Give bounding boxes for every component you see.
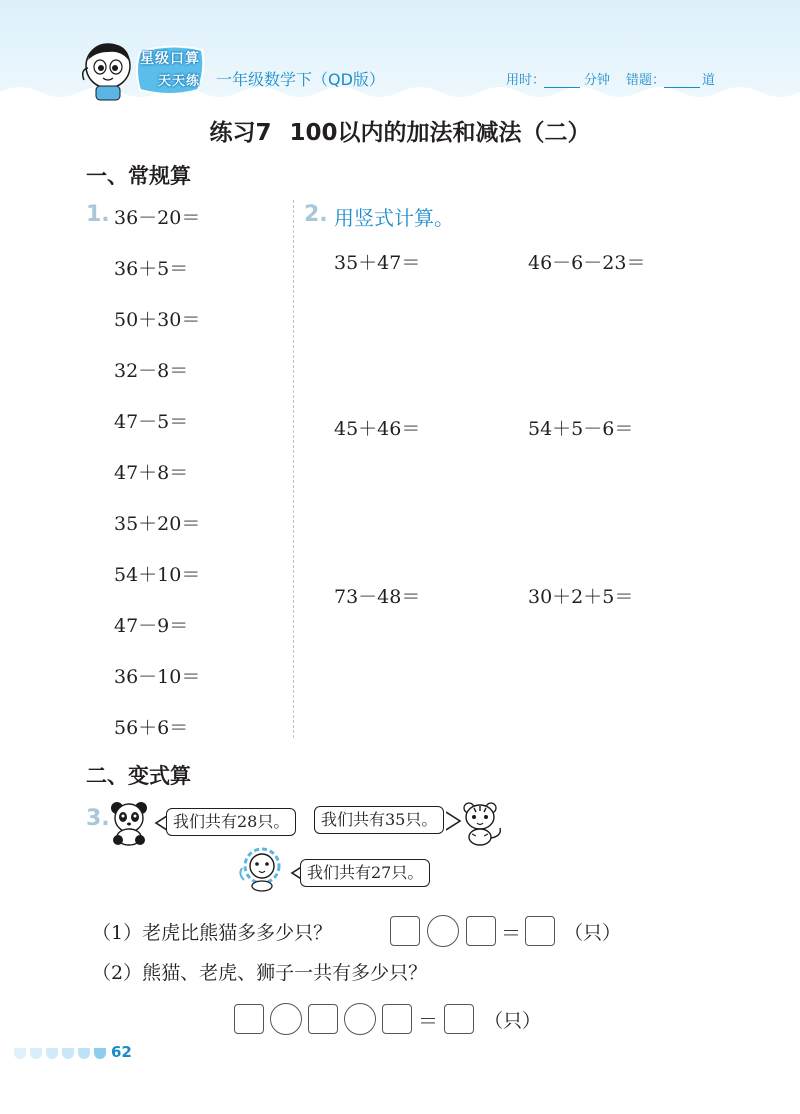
equals-sign: ＝ [501, 921, 521, 945]
unit-label: （只） [484, 1010, 542, 1032]
exercise-title: 100以内的加法和减法（二） [289, 120, 591, 146]
answer-box[interactable] [390, 916, 420, 946]
problem-2-6: 30＋2＋5＝ [528, 586, 634, 608]
problem-2-2: 46－6－23＝ [528, 252, 646, 274]
time-label: 用时： [506, 73, 546, 88]
count-label: 道 [702, 73, 716, 88]
footer-dot [46, 1048, 58, 1059]
unit-label: （只） [564, 922, 622, 944]
errors-blank [664, 87, 700, 88]
answer-box[interactable] [308, 1004, 338, 1034]
question-2-title: 用竖式计算。 [334, 206, 454, 230]
section-2-heading: 二、变式算 [86, 764, 191, 788]
problem-1-2: 36＋5＝ [114, 258, 189, 280]
footer-dot [62, 1048, 74, 1059]
answer-box[interactable] [382, 1004, 412, 1034]
operator-circle[interactable] [270, 1003, 302, 1035]
problem-2-4: 54＋5－6＝ [528, 418, 634, 440]
problem-1-8: 54＋10＝ [114, 564, 201, 586]
problem-2-1: 35＋47＝ [334, 252, 421, 274]
answer-box[interactable] [444, 1004, 474, 1034]
panda-speech-bubble: 我们共有28只。 [166, 808, 296, 836]
equals-sign: ＝ [418, 1009, 438, 1033]
section-1-heading: 一、常规算 [86, 164, 191, 188]
question-2-number: 2. [304, 202, 328, 227]
lion-icon [236, 846, 290, 892]
problem-1-9: 47－9＝ [114, 615, 189, 637]
minute-label: 分钟 [584, 73, 611, 88]
problem-1-4: 32－8＝ [114, 360, 189, 382]
answer-box[interactable] [234, 1004, 264, 1034]
time-blank [544, 87, 580, 88]
footer-dot [14, 1048, 26, 1059]
problem-1-3: 50＋30＝ [114, 309, 201, 331]
panda-icon [108, 800, 150, 846]
answer-box[interactable] [525, 916, 555, 946]
question-1-number: 1. [86, 202, 110, 227]
errors-label: 错题： [626, 73, 666, 88]
problem-1-11: 56＋6＝ [114, 717, 189, 739]
lion-speech-bubble: 我们共有27只。 [300, 859, 430, 887]
brand-line-2: 天天练 [158, 74, 201, 89]
problem-2-3: 45＋46＝ [334, 418, 421, 440]
operator-circle[interactable] [344, 1003, 376, 1035]
tiger-speech-bubble: 我们共有35只。 [314, 806, 444, 834]
column-divider [293, 200, 294, 738]
problem-1-5: 47－5＝ [114, 411, 189, 433]
sub-question-1: （1）老虎比熊猫多多少只？ [92, 922, 333, 944]
footer-dot [30, 1048, 42, 1059]
page-title [0, 114, 800, 147]
problem-1-10: 36－10＝ [114, 666, 201, 688]
footer-dot [94, 1048, 106, 1059]
problem-2-5: 73－48＝ [334, 586, 421, 608]
book-title: 一年级数学下（QD版） [216, 70, 385, 89]
sub-question-2: （2）熊猫、老虎、狮子一共有多少只？ [92, 962, 428, 984]
problem-1-1: 36－20＝ [114, 207, 201, 229]
question-3-number: 3. [86, 806, 110, 831]
answer-box[interactable] [466, 916, 496, 946]
footer-dot [78, 1048, 90, 1059]
brand-line-1: 星级口算 [140, 51, 200, 67]
exercise-number: 练习7 [209, 120, 272, 146]
mascot-boy-icon [78, 40, 138, 102]
operator-circle[interactable] [427, 915, 459, 947]
problem-1-7: 35＋20＝ [114, 513, 201, 535]
problem-1-6: 47＋8＝ [114, 462, 189, 484]
tiger-icon [458, 800, 504, 846]
page-number: 62 [111, 1043, 132, 1061]
